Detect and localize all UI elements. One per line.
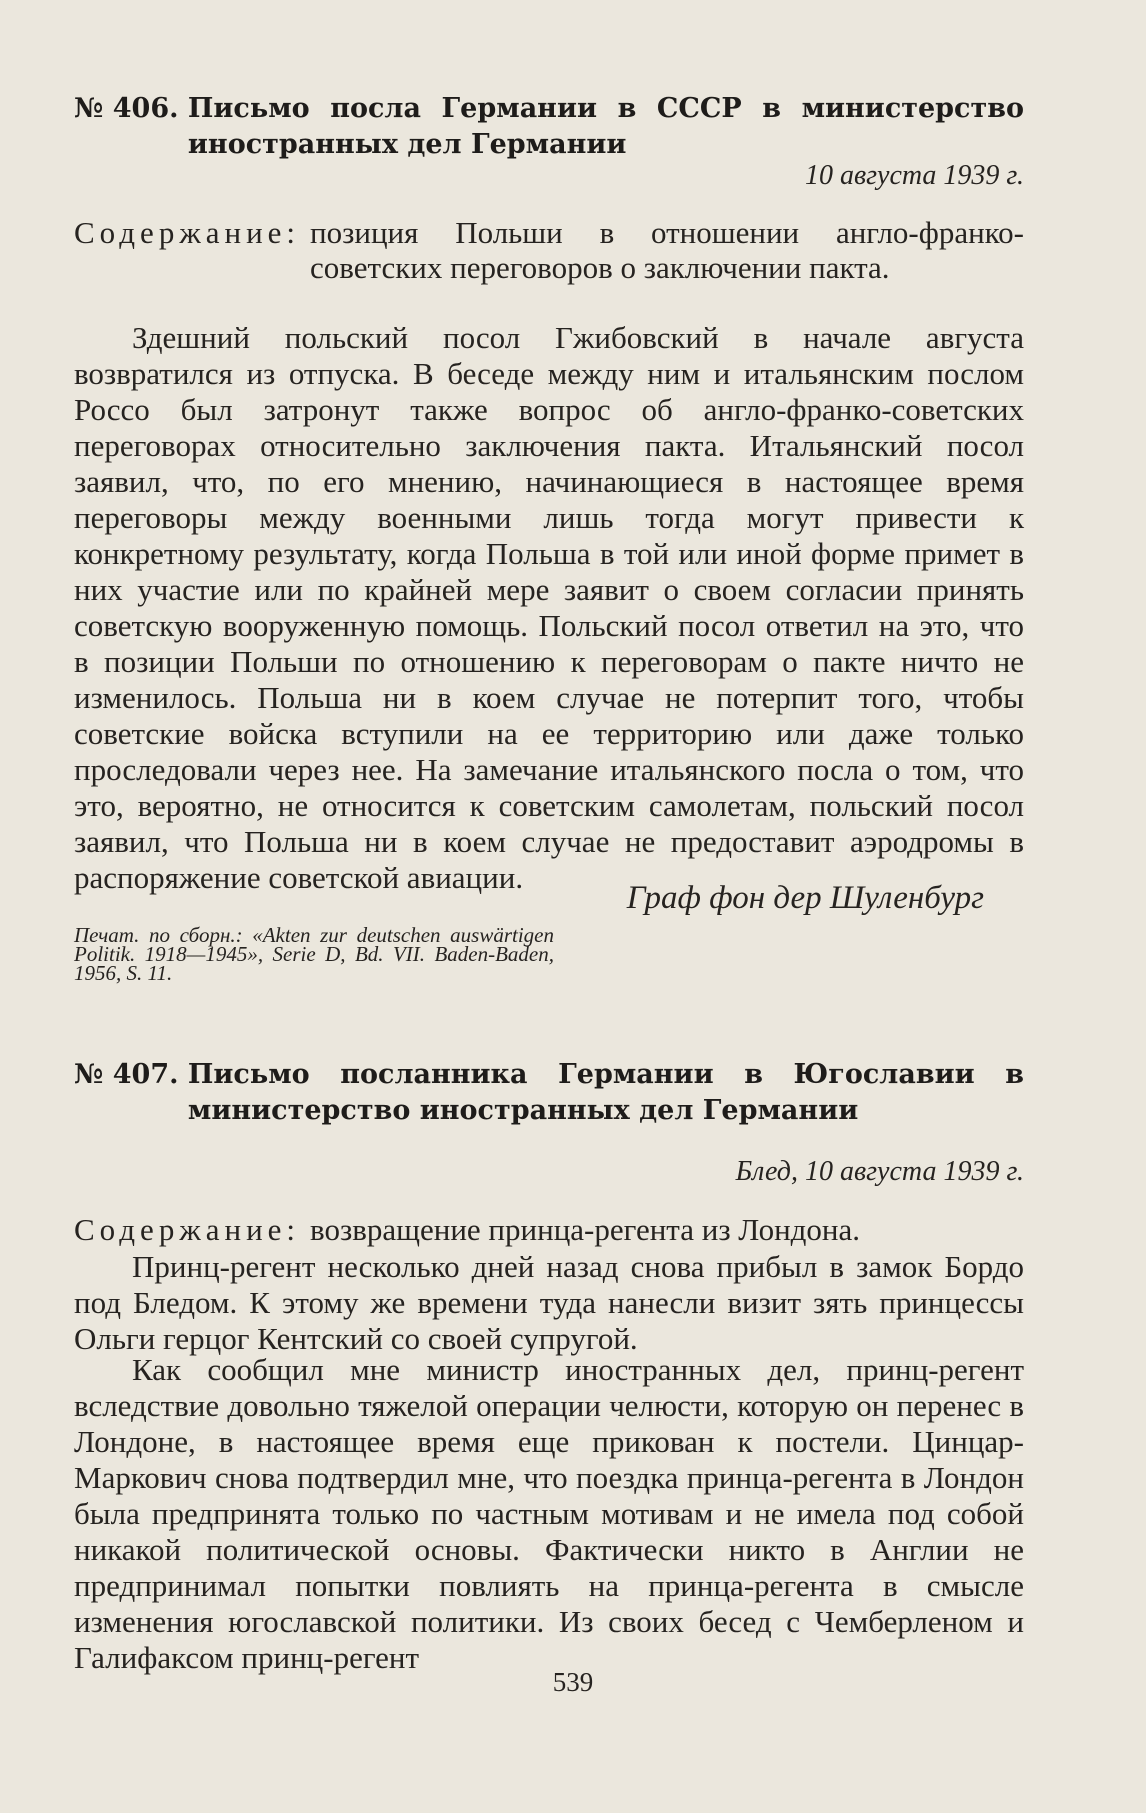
doc-406-paragraph-1: Здешний польский посол Гжибовский в начале августа возвратился из отпуска. В беседе между ним и итальянским послом Россо был затронут также вопрос об англо-франко-советских переговорах относительно заключения пакта. Итальянский посол заявил, что, по его мнению, начинающиеся в настоящее время переговоры между военными лишь тогда могут привести к конкретному результату, когда Польша в той или иной форме примет в них участие или по крайней мере заявит о своем согласии принять советскую вооруженную помощь. Польский посол ответил на это, что в позиции Польши по отношению к переговорам о пакте ничто не изменилось. Польша ни в коем случае не потерпит того, чтобы советские войска вступили на ее территорию или даже только проследовали через нее. На замечание итальянского посла о том, что это, вероятно, не относится к советским самолетам, польский посол заявил, что Польша ни в коем случае не предоставит аэродромы в распоряжение советской авиации. [74, 320, 1024, 895]
doc-407-summary [74, 1212, 1024, 1247]
doc-406-summary-label: Содержание: [74, 215, 301, 250]
doc-406-title: Письмо посла Германии в СССР в министерство иностранных дел Германии [187, 93, 1024, 160]
doc-406-heading [74, 91, 1024, 163]
doc-407-heading [74, 1057, 1024, 1129]
doc-406-date: 10 августа 1939 г. [804, 160, 1024, 191]
doc-406-number: № 406. [74, 93, 188, 124]
doc-406-summary-text: позиция Польши в отношении англо-франко-советских переговоров о заключении пакта. [310, 215, 1024, 285]
doc-407-summary-text: возвращение принца-регента из Лондона. [310, 1212, 861, 1247]
doc-406-signature: Граф фон дер Шуленбург [626, 880, 984, 916]
doc-407-paragraph-2: Как сообщил мне министр иностранных дел, принц-регент вследствие довольно тяжелой операции челюсти, которую он перенес в Лондоне, в настоящее время еще прикован к постели. Цинцар-Маркович снова подтвердил мне, что поездка принца-регента в Лондон была предпринята только по частным мотивам и не имела под собой никакой политической основы. Фактически никто в Англии не предпринимал попытки повлиять на принца-регента в смысле изменения югославской политики. Из своих бесед с Чемберленом и Галифаксом принц-регент [74, 1352, 1024, 1675]
doc-407-paragraph-1: Принц-регент несколько дней назад снова прибыл в замок Бордо под Бледом. К этому же времени туда нанесли визит зять принцессы Ольги герцог Кентский со своей супругой. [74, 1249, 1024, 1356]
doc-407-summary-label: Содержание: [74, 1212, 301, 1247]
page-number: 539 [552, 1667, 594, 1697]
doc-406-summary [74, 215, 1024, 285]
doc-407-number: № 407. [74, 1059, 188, 1090]
doc-407-date: Блед, 10 августа 1939 г. [735, 1156, 1024, 1187]
doc-406-source-note: Печат. по сборн.: «Akten zur deutschen auswärtigen Politik. 1918—1945», Serie D, Bd. VII. Baden-Baden, 1956, S. 11. [74, 923, 554, 985]
doc-407-title: Письмо посланника Германии в Югославии в министерство иностранных дел Германии [187, 1059, 1024, 1126]
